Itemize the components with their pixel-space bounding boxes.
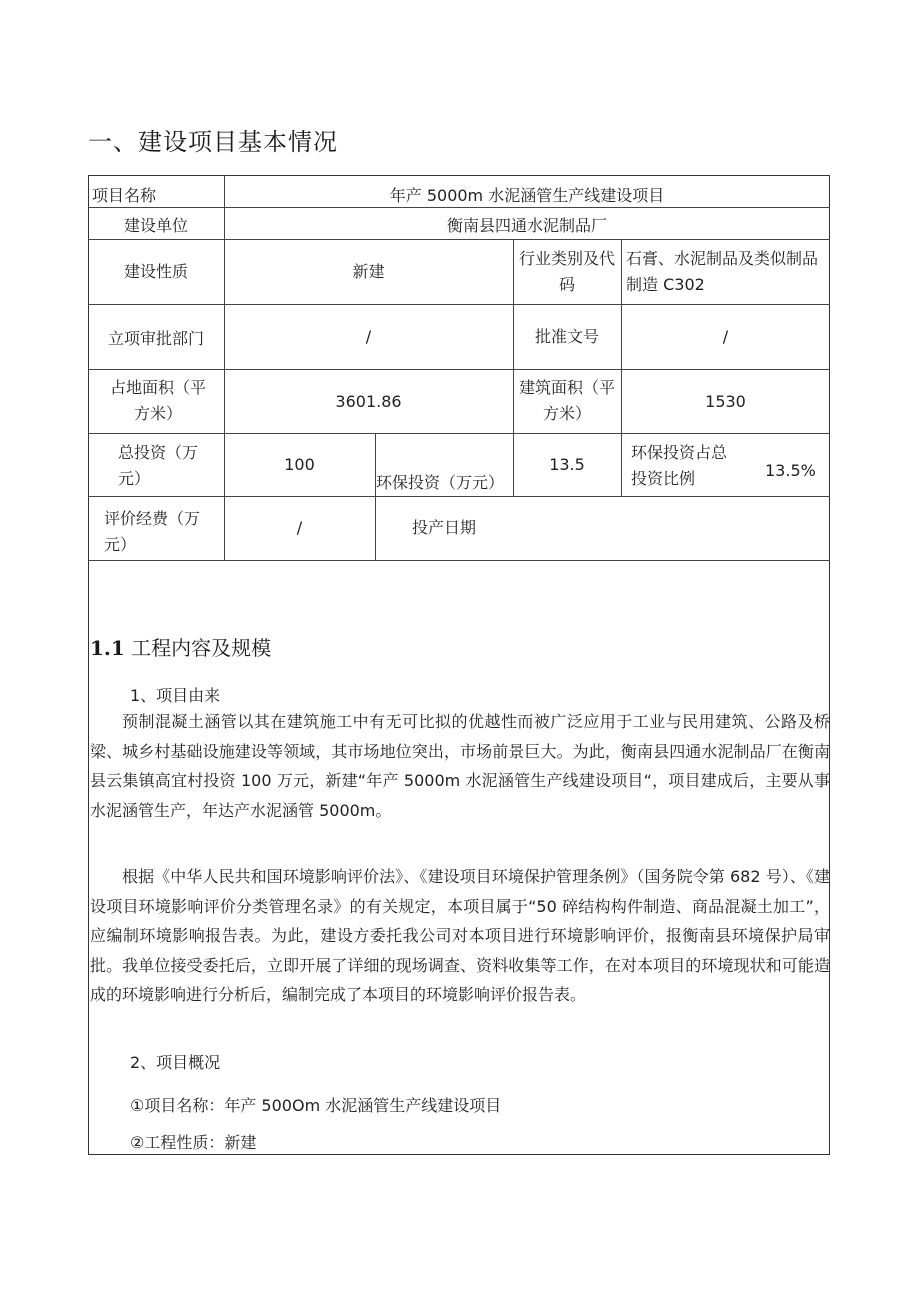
production-date-label: 投产日期 bbox=[411, 518, 476, 537]
industry-value: 石膏、水泥制品及类似制品制造 C302 bbox=[626, 249, 819, 294]
section-number: 1.1 bbox=[90, 636, 125, 660]
building-area-label: 建筑面积（平方米） bbox=[518, 378, 615, 423]
table-row-divider bbox=[88, 239, 830, 240]
paragraph-origin: 预制混凝土涵管以其在建筑施工中有无可比拟的优越性而被广泛应用于工业与民用建筑、公路及桥梁、城乡村基础设施建设等领域，其市场地位突出，市场前景巨大。为此，衡南县四通水泥制品厂在衡南县云集镇高宜村投资 100 万元，新建“年产 5000m 水泥涵管生产线建设项目“，项目建成后，主要从事水泥涵管生产，年达产水泥涵管 5000m。 bbox=[90, 712, 830, 820]
env-ratio-label: 环保投资占总投资比例 bbox=[631, 443, 728, 488]
approval-dept-label: 立项审批部门 bbox=[107, 329, 204, 348]
table-row-divider bbox=[88, 304, 830, 305]
land-area-label: 占地面积（平方米） bbox=[109, 378, 206, 423]
env-invest-label: 环保投资（万元） bbox=[376, 473, 505, 492]
unit-label: 建设单位 bbox=[123, 216, 188, 235]
project-name-value: 年产 5000m 水泥涵管生产线建设项目 bbox=[389, 186, 665, 205]
nature-label: 建设性质 bbox=[123, 262, 188, 281]
table-row-divider bbox=[88, 496, 830, 497]
land-area-value: 3601.86 bbox=[335, 392, 402, 411]
paragraph-regulations: 根据《中华人民共和国环境影响评价法》、《建设项目环境保护管理条例》（国务院令第 682 号）、《建设项目环境影响评价分类管理名录》的有关规定，本项目属于“50 碎结构构件制造、商品混凝土加工”，应编制环境影响报告表。为此，建设方委托我公司对本项目进行环境影响评价，报衡南县环境保护局审批。我单位接受委托后，立即开展了详细的现场调查、资料收集等工作，在对本项目的环境现状和可能造成的环境影响进行分析后，编制完成了本项目的环境影响评价报告表。 bbox=[90, 867, 830, 1004]
eval-fee-label: 评价经费（万元） bbox=[104, 509, 201, 554]
approval-dept-value: / bbox=[365, 327, 372, 346]
approval-no-value: / bbox=[722, 327, 729, 346]
item-heading-origin: 1、项目由来 bbox=[130, 686, 221, 705]
env-invest-value: 13.5 bbox=[549, 455, 585, 474]
env-ratio-value: 13.5% bbox=[765, 461, 816, 480]
nature-value: 新建 bbox=[352, 262, 385, 281]
table-row-divider bbox=[88, 433, 830, 434]
project-name-label: 项目名称 bbox=[92, 186, 157, 205]
overview-project-name: ①项目名称：年产 500Om 水泥涵管生产线建设项目 bbox=[130, 1096, 502, 1115]
building-area-value: 1530 bbox=[705, 392, 746, 411]
page-title: 一、建设项目基本情况 bbox=[88, 128, 338, 156]
total-invest-label: 总投资（万元） bbox=[118, 443, 199, 488]
table-col-divider bbox=[621, 239, 622, 496]
industry-label: 行业类别及代码 bbox=[518, 249, 615, 294]
item-heading-overview: 2、项目概况 bbox=[130, 1053, 221, 1072]
table-row-divider bbox=[88, 369, 830, 370]
overview-project-nature: ②工程性质：新建 bbox=[130, 1133, 257, 1152]
total-invest-value: 100 bbox=[284, 455, 315, 474]
table-row-divider bbox=[88, 560, 830, 561]
section-title: 工程内容及规模 bbox=[131, 636, 272, 660]
unit-value: 衡南县四通水泥制品厂 bbox=[446, 216, 607, 235]
eval-fee-value: / bbox=[296, 518, 303, 537]
section-heading bbox=[90, 632, 271, 661]
approval-no-label: 批准文号 bbox=[534, 327, 599, 346]
